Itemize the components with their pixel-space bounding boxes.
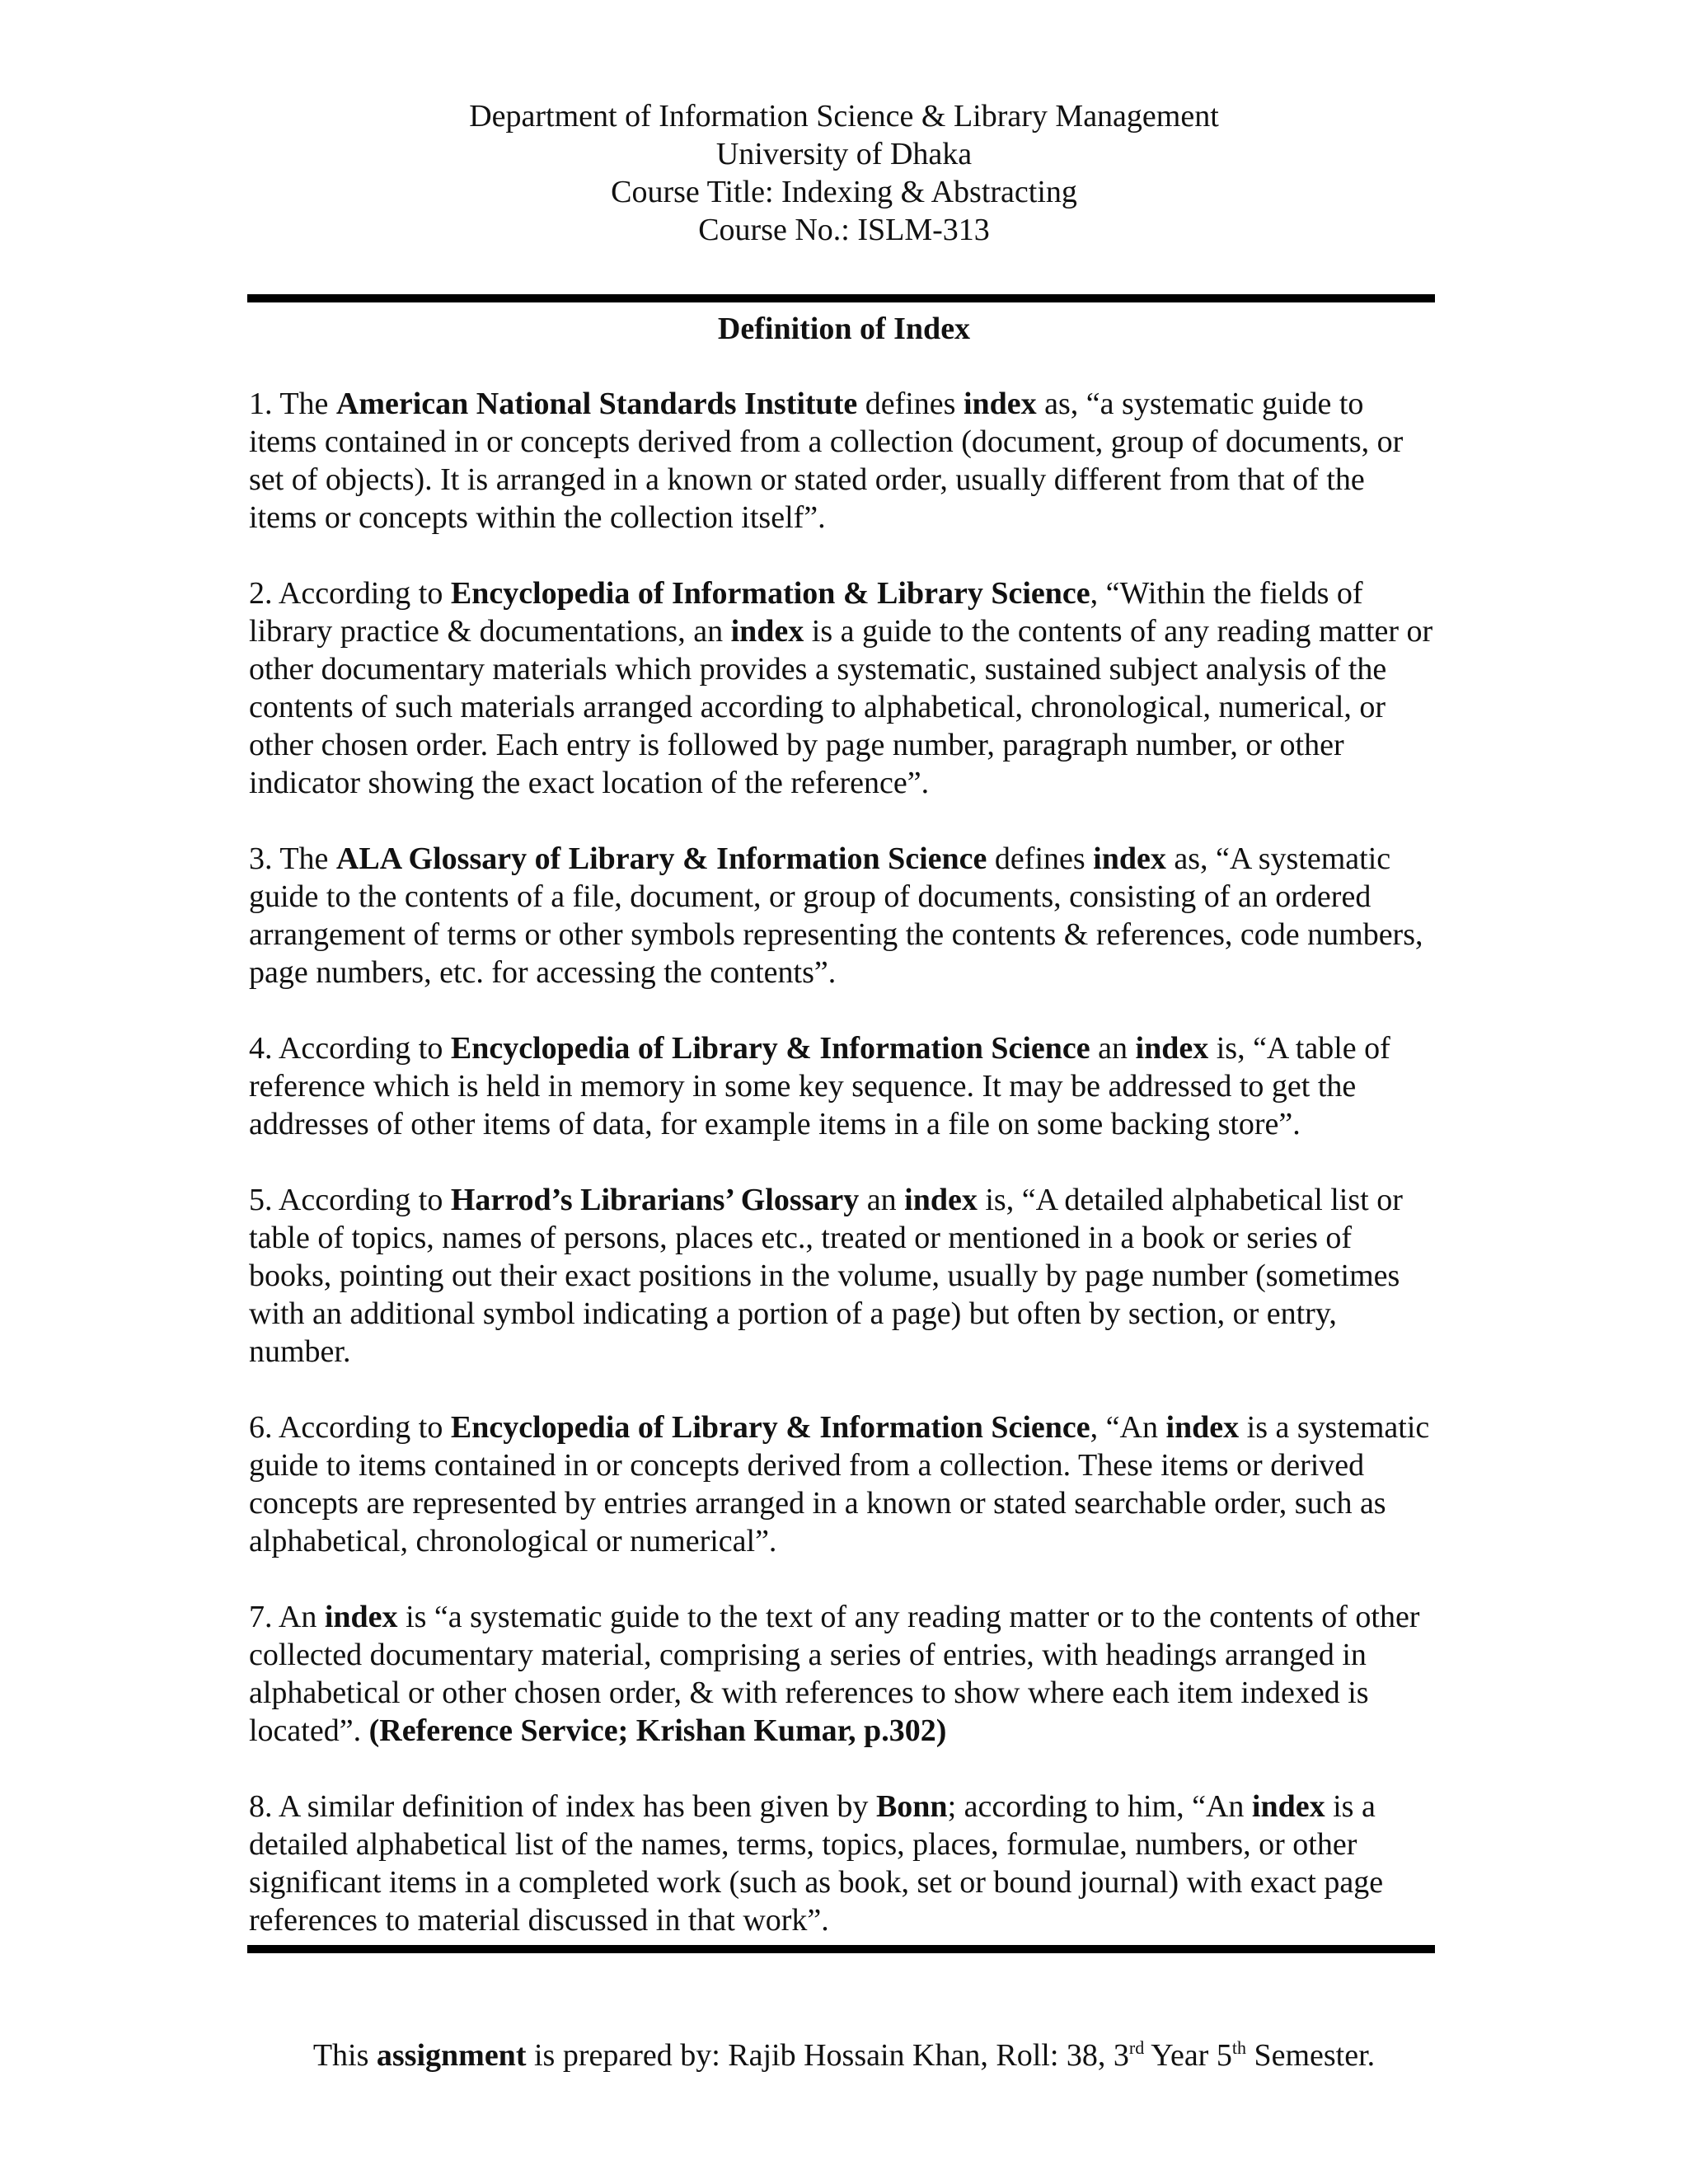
definition-paragraph: 4. According to Encyclopedia of Library & Information Science an index is, “A table of reference which is held in memory in some key sequence. It may be addressed to get the addresses of other items of data, for example items in a file on some backing store”. <box>249 1031 1390 1141</box>
definition-paragraph: 1. The American National Standards Institute defines index as, “a systematic guide to items contained in or concepts derived from a collection (document, group of documents, or set of objects). It is arranged in a known or stated order, usually different from that of the items or concepts within the collection itself”. <box>249 387 1404 535</box>
definitions-list <box>249 385 1439 1977</box>
definition-paragraph: 7. An index is “a systematic guide to the text of any reading matter or to the contents of other collected documentary material, comprising a series of entries, with headings arranged in alphabetical or other chosen order, & with references to show where each item indexed is located”. (Reference Service; Krishan Kumar, p.302) <box>249 1600 1420 1748</box>
university-line: University of Dhaka <box>715 137 973 171</box>
bottom-rule <box>247 1945 1435 1953</box>
definition-paragraph: 2. According to Encyclopedia of Information & Library Science, “Within the fields of library practice & documentations, an index is a guide to the contents of any reading matter or other documentary materials which provides a systematic, sustained subject analysis of the contents of such materials arranged according to alphabetical, chronological, numerical, or other chosen order. Each entry is followed by page number, paragraph number, or other indicator showing the exact location of the reference”. <box>249 576 1433 800</box>
document-header <box>0 97 1688 249</box>
definition-paragraph: 8. A similar definition of index has been given by Bonn; according to him, “An index is a detailed alphabetical list of the names, terms, topics, places, formulae, numbers, or other significant items in a completed work (such as book, set or bound journal) with exact page references to material discussed in that work”. <box>249 1789 1384 1938</box>
footer-credit: This assignment is prepared by: Rajib Hossain Khan, Roll: 38, 3rd Year 5th Semester. <box>312 2037 1376 2073</box>
course-number-line: Course No.: ISLM-313 <box>698 213 990 247</box>
definition-paragraph: 3. The ALA Glossary of Library & Information Science defines index as, “A systematic guide to the contents of a file, document, or group of documents, consisting of an ordered arrangement of terms or other symbols representing the contents & references, code numbers, page numbers, etc. for accessing the contents”. <box>249 841 1423 990</box>
definition-paragraph: 6. According to Encyclopedia of Library & Information Science, “An index is a systematic guide to items contained in or concepts derived from a collection. These items or derived concepts are represented by entries arranged in a known or stated searchable order, such as alphabetical, chronological or numerical”. <box>249 1410 1430 1558</box>
department-line: Department of Information Science & Library Management <box>469 99 1219 134</box>
course-title-line: Course Title: Indexing & Abstracting <box>611 175 1077 209</box>
page-title: Definition of Index <box>717 312 971 346</box>
definition-paragraph: 5. According to Harrod’s Librarians’ Glossary an index is, “A detailed alphabetical list or table of topics, names of persons, places etc., treated or mentioned in a book or series of books, pointing out their exact positions in the volume, usually by page number (sometimes with an additional symbol indicating a portion of a page) but often by section, or entry, number. <box>249 1183 1403 1369</box>
top-rule <box>247 294 1435 302</box>
